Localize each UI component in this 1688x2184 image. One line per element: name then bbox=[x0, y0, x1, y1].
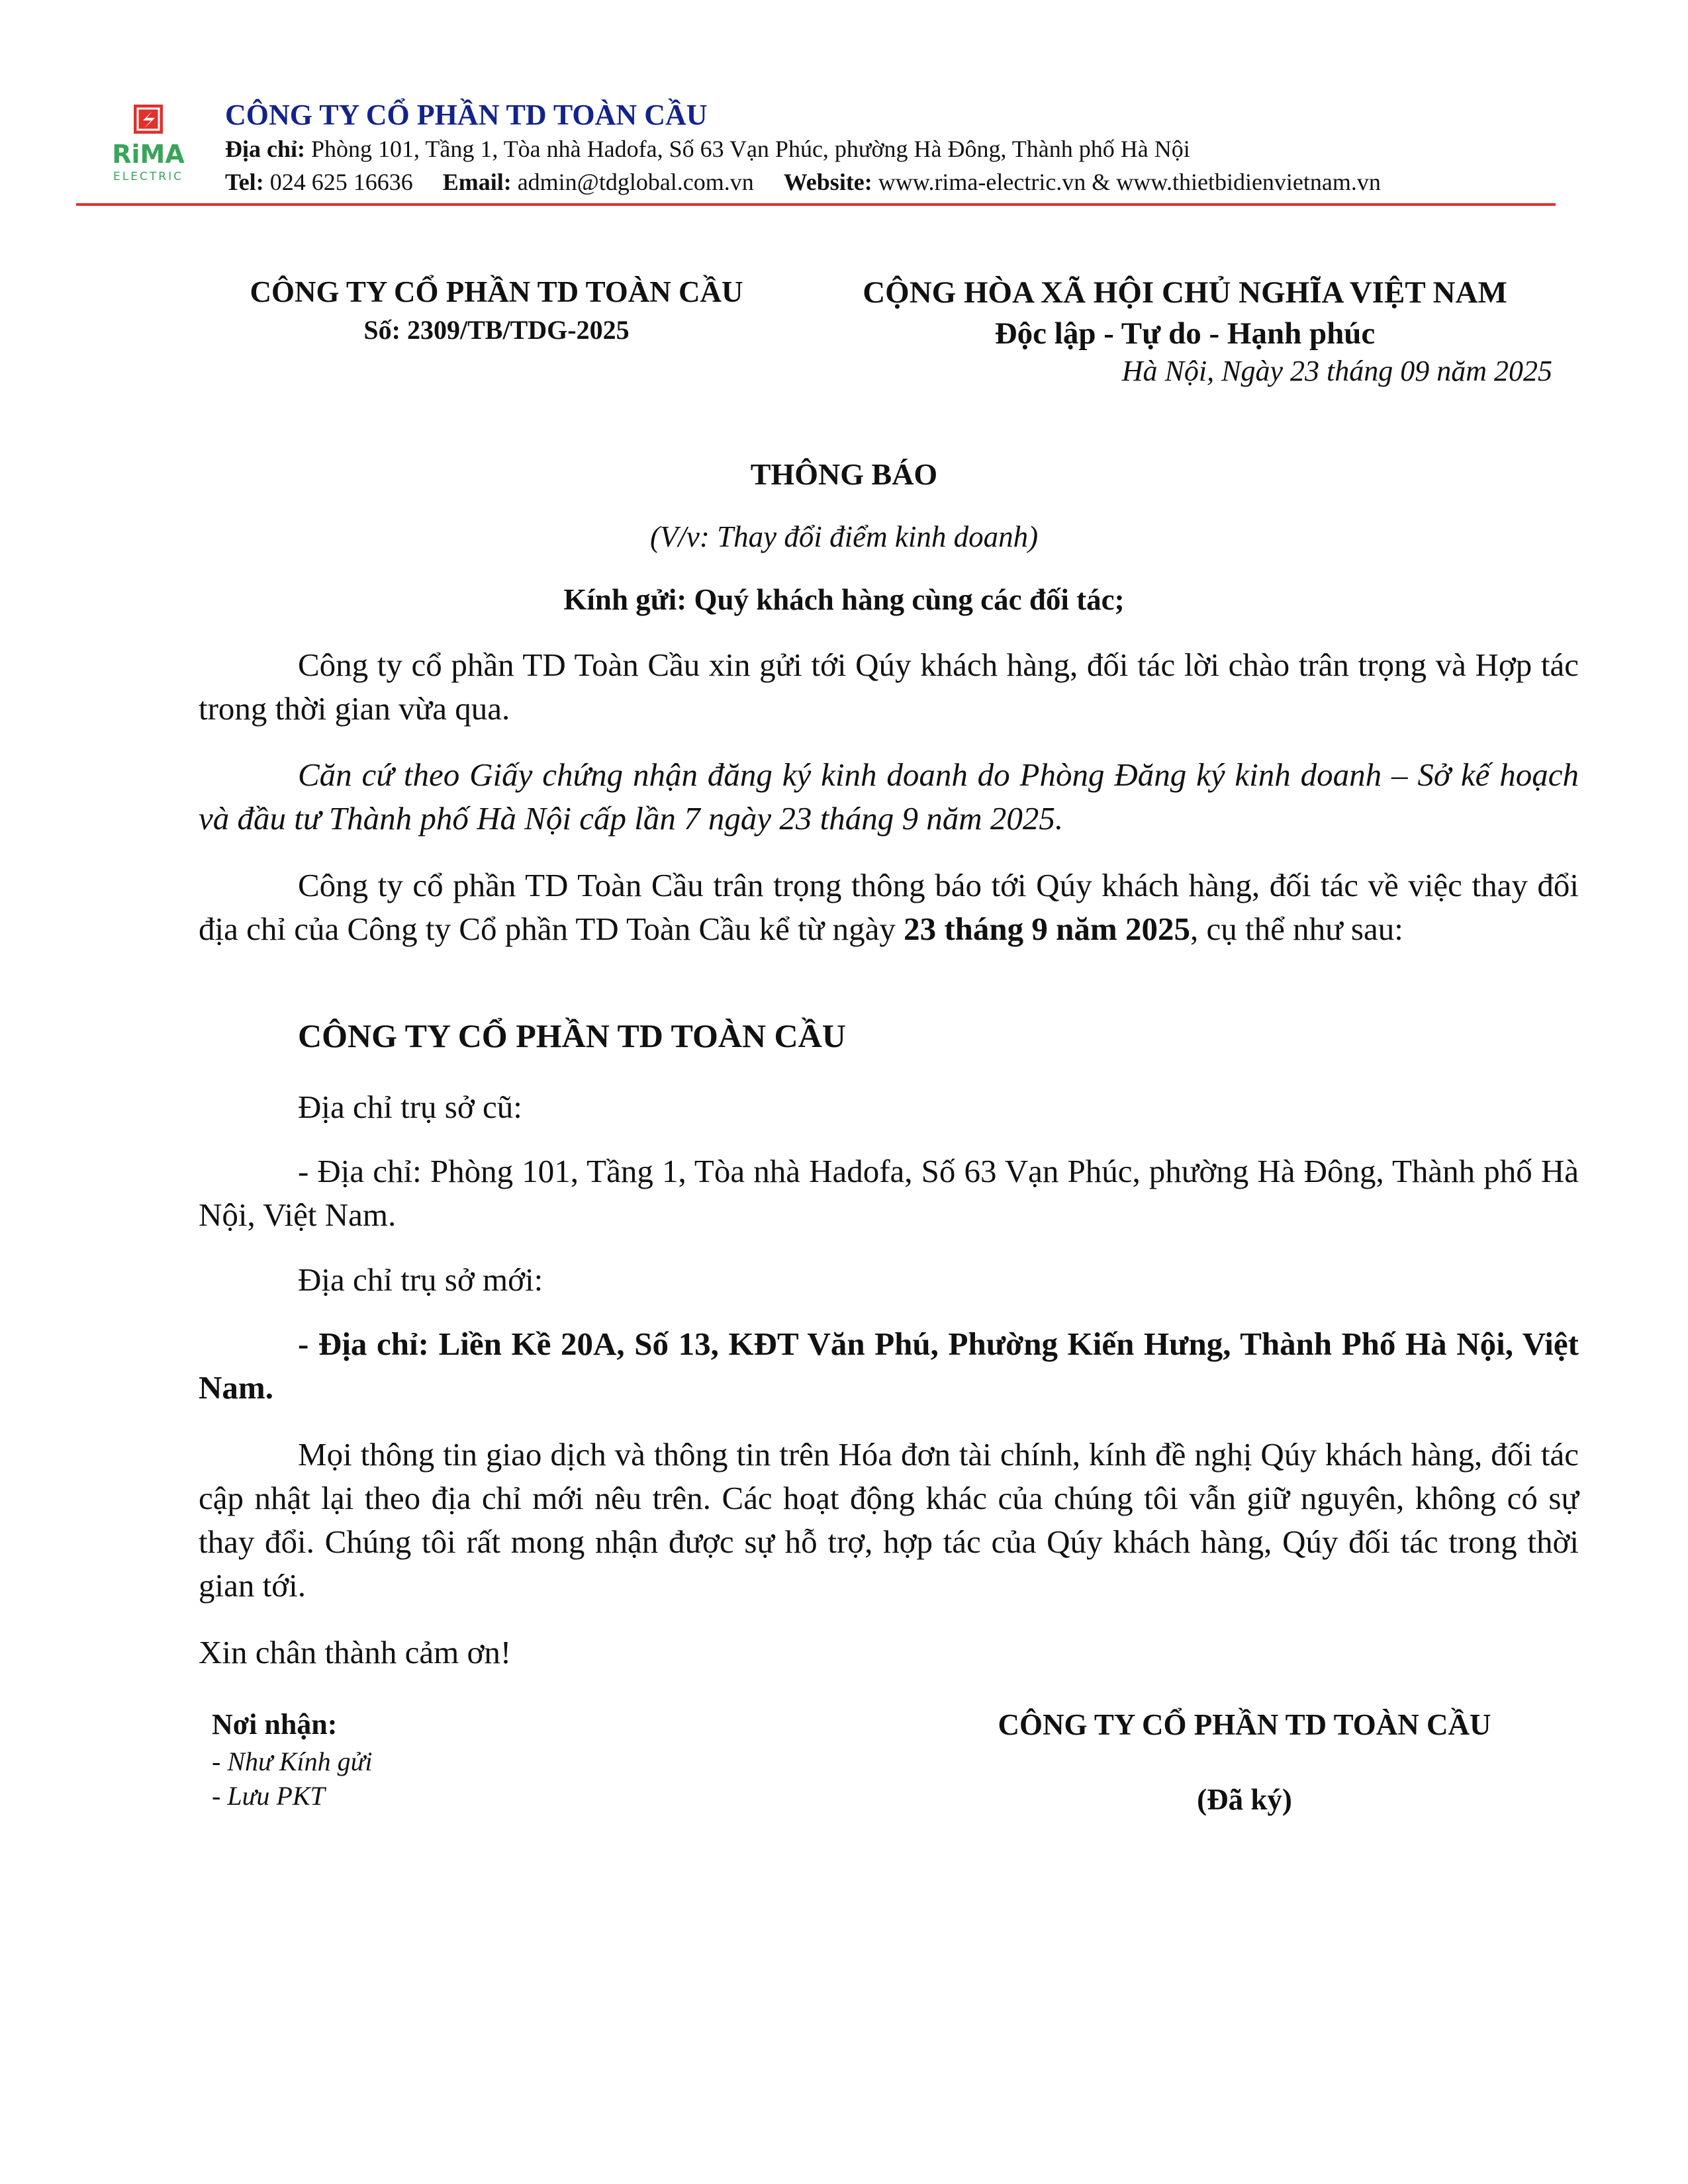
national-title: CỘNG HÒA XÃ HỘI CHỦ NGHĨA VIỆT NAM bbox=[863, 275, 1507, 310]
rima-electric-logo bbox=[99, 99, 205, 192]
logo-subtext: ELECTRIC bbox=[113, 170, 183, 183]
paragraph-announcement bbox=[199, 864, 1579, 951]
new-address: - Địa chỉ: Liền Kề 20A, Số 13, KĐT Văn Phú, Phường Kiến Hưng, Thành Phố Hà Nội, Việt Nam. bbox=[199, 1326, 1579, 1406]
signature-company: CÔNG TY CỔ PHẦN TD TOÀN CẦU bbox=[998, 1708, 1491, 1741]
tel-label: Tel: bbox=[225, 169, 264, 195]
paragraph-legal-basis: Căn cứ theo Giấy chứng nhận đăng ký kinh doanh do Phòng Đăng ký kinh doanh – Sở kế hoạch và đầu tư Thành phố Hà Nội cấp lần 7 ngày 23 tháng 9 năm 2025. bbox=[199, 756, 1579, 837]
website-value: www.rima-electric.vn & www.thietbidienvietnam.vn bbox=[878, 169, 1381, 195]
website-label: Website: bbox=[783, 169, 872, 195]
document-subject: (V/v: Thay đổi điểm kinh doanh) bbox=[649, 520, 1039, 553]
signature-status: (Đã ký) bbox=[1197, 1783, 1292, 1816]
salutation: Kính gửi: Quý khách hàng cùng các đối tác; bbox=[563, 583, 1125, 616]
old-address-label: Địa chỉ trụ sở cũ: bbox=[298, 1089, 522, 1125]
document-title: THÔNG BÁO bbox=[750, 457, 938, 491]
email-value: admin@tdglobal.com.vn bbox=[517, 169, 754, 195]
company-heading: CÔNG TY CỔ PHẦN TD TOÀN CẦU bbox=[298, 1017, 846, 1054]
issuer-company: CÔNG TY CỔ PHẦN TD TOÀN CẦU bbox=[250, 275, 743, 308]
national-motto: Độc lập - Tự do - Hạnh phúc bbox=[994, 316, 1376, 351]
letterhead-address bbox=[225, 135, 1190, 163]
address-value: Phòng 101, Tầng 1, Tòa nhà Hadofa, Số 63 Vạn Phúc, phường Hà Đông, Thành phố Hà Nội bbox=[311, 136, 1190, 162]
announcement-text-end: , cụ thể như sau: bbox=[1190, 911, 1403, 947]
logo-text: RiMA bbox=[112, 140, 185, 169]
address-label: Địa chỉ: bbox=[225, 136, 305, 162]
tel-value: 024 625 16636 bbox=[269, 169, 413, 195]
announcement-text-start: Công ty cổ phần TD Toàn Cầu trân trọng thông báo tới Qúy khách hàng, đối tác về việc thay đổi địa chỉ của Công ty Cổ phần TD Toàn Cầu kể từ ngày bbox=[199, 867, 1579, 947]
effective-date: 23 tháng 9 năm 2025 bbox=[904, 911, 1190, 947]
letterhead-contact bbox=[225, 168, 1381, 196]
document-date: Hà Nội, Ngày 23 tháng 09 năm 2025 bbox=[1121, 355, 1552, 387]
letterhead-company-name: CÔNG TY CỔ PHẦN TD TOÀN CẦU bbox=[225, 99, 708, 131]
paragraph-greeting: Công ty cổ phần TD Toàn Cầu xin gửi tới Qúy khách hàng, đối tác lời chào trân trọng và Hợp tác trong thời gian vừa qua. bbox=[199, 647, 1579, 727]
recipients-label: Nơi nhận: bbox=[212, 1708, 338, 1741]
letterhead-divider bbox=[76, 203, 1556, 206]
closing-line: Xin chân thành cảm ơn! bbox=[199, 1634, 512, 1670]
document-number: Số: 2309/TB/TDG-2025 bbox=[363, 315, 630, 345]
new-address-label: Địa chỉ trụ sở mới: bbox=[298, 1261, 543, 1298]
email-label: Email: bbox=[442, 169, 512, 195]
recipient-item: - Như Kính gửi bbox=[212, 1747, 373, 1776]
old-address: - Địa chỉ: Phòng 101, Tầng 1, Tòa nhà Hadofa, Số 63 Vạn Phúc, phường Hà Đông, Thành phố Hà Nội, Việt Nam. bbox=[199, 1153, 1579, 1233]
recipient-item: - Lưu PKT bbox=[212, 1781, 325, 1811]
paragraph-request: Mọi thông tin giao dịch và thông tin trên Hóa đơn tài chính, kính đề nghị Qúy khách hàng, đối tác cập nhật lại theo địa chỉ mới nêu trên. Các hoạt động khác của chúng tôi vẫn giữ nguyên, không có sự thay đổi. Chúng tôi rất mong nhận được sự hỗ trợ, hợp tác của Qúy khách hàng, Qúy đối tác trong thời gian tới. bbox=[199, 1436, 1579, 1604]
